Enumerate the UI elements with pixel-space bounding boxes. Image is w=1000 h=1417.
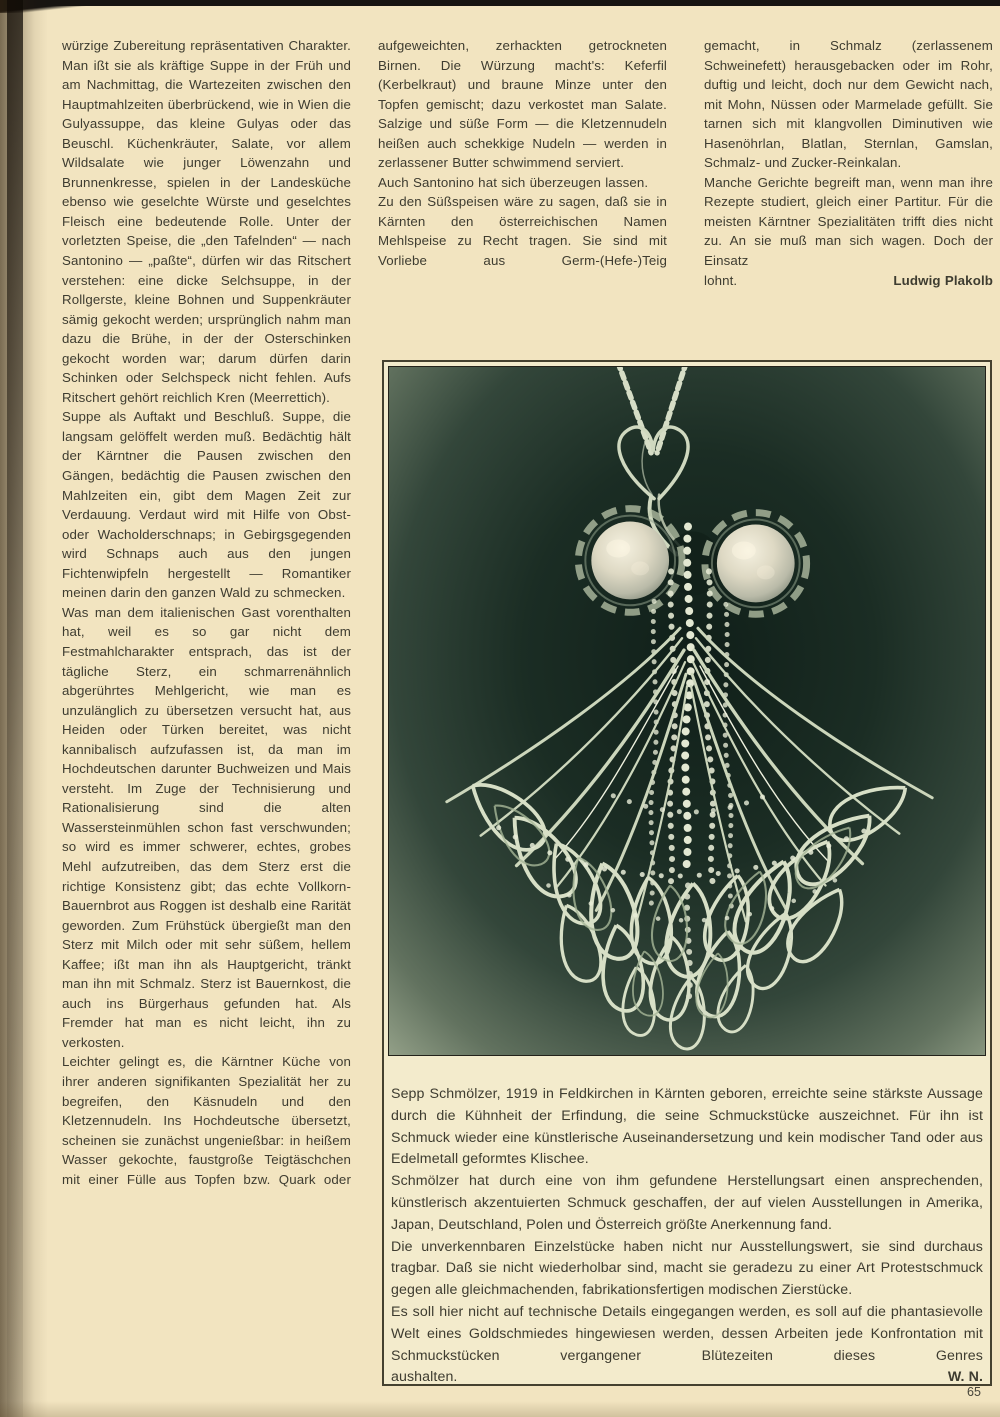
caption-paragraph: Schmölzer hat durch eine von ihm gefundene Herstellungsart einen ansprechenden, künstlerisch akzentuierten Schmuck geschaffen, der auf vielen Ausstellungen in Amerika, Japan, Deutschland, Polen und Österreich größte Anerkennung fand. xyxy=(391,1173,983,1233)
text-column-1 xyxy=(62,36,351,1189)
binding-gutter-line xyxy=(7,0,23,1417)
article-paragraph: Leichter gelingt es, die Kärntner Küche von ihrer anderen signifikanten Spezialität her zu begreifen, den Käsnudeln und den Kletzennudeln. Ins Hochdeutsche übersetzt, scheinen sie zunächst ungenießbar: in heißem Wasser gekochte, faustgroße Teigtäschchen mit einer Fülle aus Topfen bzw. Quark oder xyxy=(62,1054,351,1187)
article-last-line xyxy=(704,271,993,291)
text-column-2 xyxy=(378,36,667,271)
pendant-photo-frame xyxy=(388,366,986,1056)
article-paragraph: Auch Santonino hat sich überzeugen lassen. xyxy=(378,174,649,190)
caption-last-word: aushalten. xyxy=(391,1369,458,1386)
page-top-edge xyxy=(0,0,1000,6)
caption-last-line xyxy=(391,1367,983,1389)
article-paragraph: Zu den Süßspeisen wäre zu sagen, daß sie in Kärnten den österreichischen Namen Mehlspeise zu Recht tragen. Sie sind mit Vorliebe aus Germ-(Hefe-)Teig xyxy=(378,194,667,269)
article-paragraph: gemacht, in Schmalz (zerlassenem Schweinefett) herausgebacken oder im Rohr, duftig und leicht, doch nur dem Gewicht nach, mit Mohn, Nüssen oder Marmelade gefüllt. Sie tarnen sich mit klangvollen Diminutiven wie Hasenöhrlan, Blatlan, Sternlan, Gamslan, Schmalz- und Zucker-Reinkalan. xyxy=(704,38,993,171)
caption-signature: W. N. xyxy=(947,1369,983,1386)
author-byline: Ludwig Plakolb xyxy=(893,272,993,288)
caption-paragraph: Es soll hier nicht auf technische Details eingegangen werden, es soll auf die phantasievolle Welt eines Goldschmiedes hingewiesen werden, dessen Arbeiten jede Konfrontation mit Schmuckstücken vergangener Blütezeiten dieses Genres xyxy=(391,1303,983,1364)
article-paragraph: würzige Zubereitung repräsentativen Charakter. Man ißt sie als kräftige Suppe in der Früh und am Nachmittag, die Wartezeiten zwischen den Hauptmahlzeiten überbrückend, wie in Wien die Gulyassuppe, das kleine Gulyas oder das Beuschl. Küchenkräuter, Salate, vor allem Wildsalate wie junger Löwenzahn und Brunnenkresse, spielen in der Landesküche ebenso wie geselchte Würste und geselchtes Fleisch eine bedeutende Rolle. Unter der vorletzten Speise, die „den Tafelnden“ — nach Santonino — „paßte“, dürfen wir das Ritschert verstehen: eine dicke Selchsuppe, in der Rollgerste, kleine Bohnen und Suppenkräuter sämig gekocht werden; ursprünglich nahm man dazu die Brühe, in der der Osterschinken gekocht worden war; darum dürfen darin Schinken oder Selchspeck nicht fehlen. Aufs Ritschert gehört reichlich Kren (Meerrettich). xyxy=(62,38,352,405)
feature-box xyxy=(382,360,992,1386)
article-paragraph: aufgeweichten, zerhackten getrockneten Birnen. Die Würzung macht's: Keferfil (Kerbelkraut) und braune Minze unter den Topfen gemischt; dazu verkostet man Salate. Salzige und süße Form — die Kletzennudeln heißen auch schekkige Nudeln — werden in zerlassener Butter schwimmend serviert. xyxy=(378,38,667,171)
photo-caption xyxy=(391,1084,983,1389)
page-number: 65 xyxy=(967,1385,981,1399)
caption-paragraph: Sepp Schmölzer, 1919 in Feldkirchen in Kärnten geboren, erreichte seine stärkste Aussage durch die Kühnheit der Erfindung, die seine Schmuckstücke auszeichnet. Für ihn ist Schmuck wieder eine künstlerische Auseinandersetzung und kein modischer Tand oder aus Edelmetall geformtes Klischee. xyxy=(391,1086,983,1168)
article-paragraph: Was man dem italienischen Gast vorenthalten hat, weil es so gar nicht dem Festmahlcharakter entsprach, das ist der tägliche Sterz, ein schmarrenähnlich abgerührtes Mehlgericht, wie man es unzulänglich zu übersetzen versucht hat, aus Heiden oder Türken bereitet, was nicht kannibalisch aufzufassen ist, da man im Hochdeutschen darunter Buchweizen und Mais versteht. Im Zuge der Technisierung und Rationalisierung sind die alten Wassersteinmühlen schon fast verschwunden; so wird es immer schwerer, echtes, grobes Mehl aufzutreiben, das dem Sterz erst die richtige Konsistenz gibt; das echte Vollkorn-Bauernbrot aus Roggen ist deshalb eine Rarität geworden. Zum Frühstück übergießt man den Sterz mit Milch oder mit sehr süßem, hellem Kaffee; ißt man ihn als Hauptgericht, tränkt man ihn mit Schmalz. Sterz ist Bauernkost, die auch ins Bürgerhaus gefunden hat. Als Fremder hat man es nicht leicht, ihn zu verkosten. xyxy=(62,604,351,1050)
article-last-word: lohnt. xyxy=(704,272,738,288)
article-paragraph: Manche Gerichte begreift man, wenn man ihre Rezepte studiert, gleich einer Partitur. Für die meisten Kärntner Spezialitäten trifft dies nicht zu. An sie muß man sich wagen. Doch der Einsatz xyxy=(704,174,993,269)
page-bottom-edge xyxy=(0,1401,1000,1417)
article-paragraph: Suppe als Auftakt und Beschluß. Suppe, die langsam gelöffelt werden muß. Bedächtig hält der Kärntner die Pausen zwischen den Gängen, bedächtig die Pausen zwischen den Mahlzeiten ein, gibt dem Magen Zeit zur Verdauung. Verdaut wird mit Hilfe von Obst- oder Wacholderschnaps; in Gebirgsgegenden wird Schnaps auch aus den jungen Fichtenwipfeln hergestellt — Romantiker meinen darin den ganzen Wald zu schmecken. xyxy=(62,409,351,601)
text-column-3 xyxy=(704,36,993,290)
pendant-necklace-photo xyxy=(389,367,985,1055)
caption-paragraph: Die unverkennbaren Einzelstücke haben nicht nur Ausstellungswert, sie sind durchaus tragbar. Daß sie nicht wiederholbar sind, macht sie geradezu zu einer Art Protestschmuck gegen alle gleichmachenden, fabrikationsfertigen modischen Zierstücke. xyxy=(391,1238,983,1299)
